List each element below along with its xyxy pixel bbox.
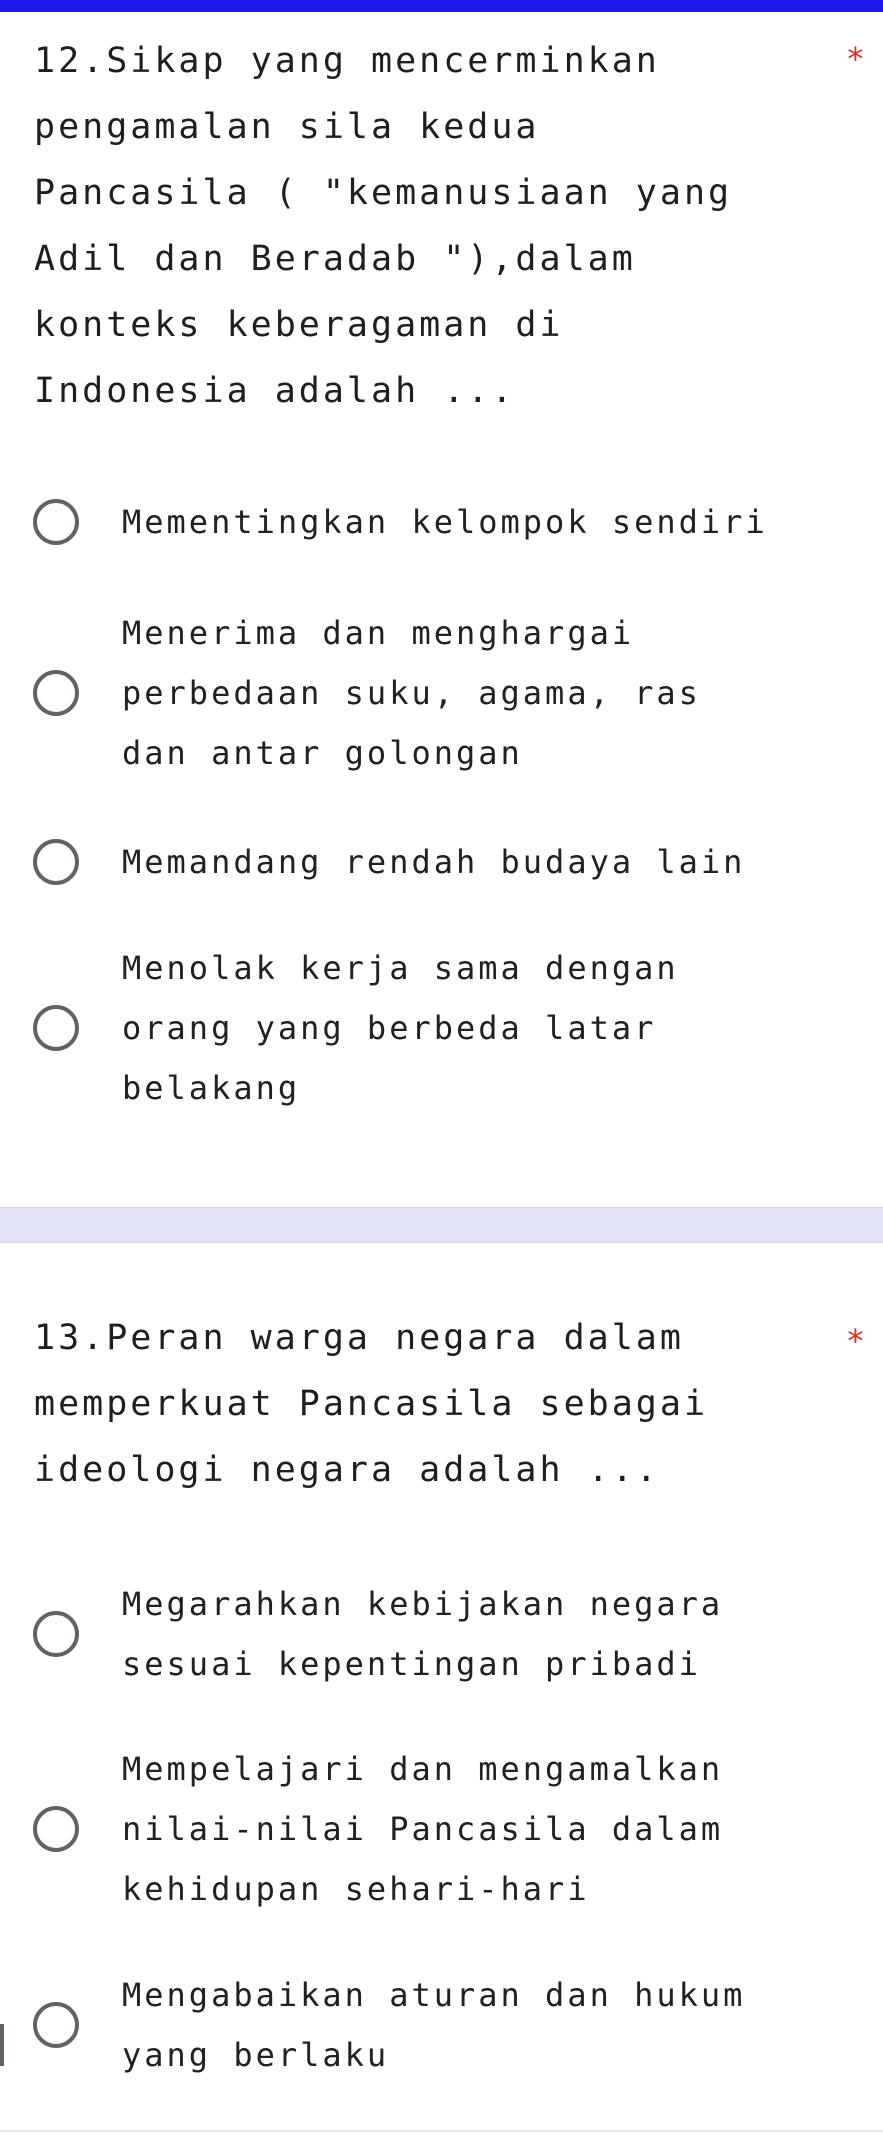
radio-button-icon[interactable] xyxy=(33,1611,79,1657)
option-q12-2[interactable] xyxy=(0,603,883,783)
radio-button-icon[interactable] xyxy=(33,499,79,545)
question-title-12: 12.Sikap yang mencerminkan pengamalan sila kedua Pancasila ( "kemanusiaan yang Adil dan Beradab "),dalam konteks keberagaman di Indonesia adalah ... xyxy=(34,41,733,411)
option-q13-1[interactable] xyxy=(0,1574,883,1694)
option-q12-1[interactable] xyxy=(0,492,883,552)
option-q12-3[interactable] xyxy=(0,832,883,892)
card-bottom-border xyxy=(0,2130,883,2132)
option-label: Menolak kerja sama dengan orang yang berbeda latar belakang xyxy=(122,949,679,1107)
required-asterisk: * xyxy=(845,40,865,78)
left-edge-marker xyxy=(0,2024,4,2066)
option-label: Menerima dan menghargai perbedaan suku, agama, ras dan antar golongan xyxy=(122,614,701,772)
option-label: Megarahkan kebijakan negara sesuai kepentingan pribadi xyxy=(122,1585,724,1683)
radio-button-icon[interactable] xyxy=(33,1806,79,1852)
radio-button-icon[interactable] xyxy=(33,2002,79,2048)
option-label: Memandang rendah budaya lain xyxy=(122,843,746,881)
required-asterisk: * xyxy=(845,1322,865,1360)
radio-button-icon[interactable] xyxy=(33,670,79,716)
form-top-accent-bar xyxy=(0,0,883,12)
radio-button-icon[interactable] xyxy=(33,839,79,885)
question-title-13: 13.Peran warga negara dalam memperkuat Pancasila sebagai ideologi negara adalah ... xyxy=(34,1318,709,1490)
radio-button-icon[interactable] xyxy=(33,1005,79,1051)
question-separator xyxy=(0,1207,883,1243)
option-label: Mengabaikan aturan dan hukum yang berlaku xyxy=(122,1976,746,2074)
option-label: Mementingkan kelompok sendiri xyxy=(122,503,768,541)
option-q13-2[interactable] xyxy=(0,1739,883,1919)
option-label: Mempelajari dan mengamalkan nilai-nilai Pancasila dalam kehidupan sehari-hari xyxy=(122,1750,724,1908)
option-q13-3[interactable] xyxy=(0,1965,883,2085)
option-q12-4[interactable] xyxy=(0,938,883,1118)
